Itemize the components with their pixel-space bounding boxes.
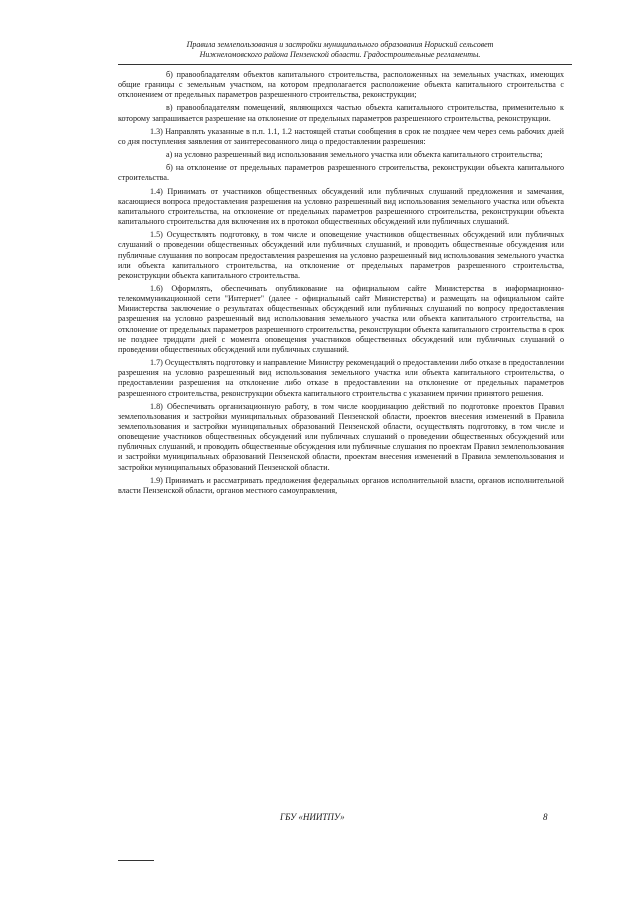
footnote-rule [118, 860, 154, 861]
paragraph: в) правообладателям помещений, являющихся частью объекта капитального строительства, применительно к которому запрашивается разрешение на отклонение от предельных параметров разрешенного строительства, реконструкции. [118, 103, 564, 123]
paragraph: б) правообладателям объектов капитального строительства, расположенных на земельных участках, имеющих общие границы с земельным участком, на котором предполагается расположение объекта капитального строительства с отклонением от предельных параметров разрешенного строительства, реконструкции; [118, 70, 564, 100]
header-line-2: Нижнеломовского района Пензенской области. Градостроительные регламенты. [199, 50, 481, 59]
paragraph: 1.7) Осуществлять подготовку и направление Министру рекомендаций о предоставлении либо отказе в предоставлении разрешения на условно разрешенный вид использования земельного участка или объекта капитального строительства, о предоставлении разрешения на отклонение либо отказе в предоставлении на отклонение от предельных параметров разрешенного строительства, реконструкции объекта капитального строительства с указанием причин принятого решения. [118, 358, 564, 398]
paragraph: 1.8) Обеспечивать организационную работу, в том числе координацию действий по подготовке проектов Правил землепользования и застройки муниципальных образований Пензенской области, проектов внесения изменений в Правила землепользования и застройки муниципальных образований Пензенской области, осуществлять подготовку, в том числе и оповещение участников общественных обсуждений или публичных слушаний о проведении общественных обсуждений или публичных слушаний, и проводить общественные обсуждения или публичные слушания по проектам Правил землепользования и застройки муниципальных образований Пензенской области, проектам внесения изменений в Правила землепользования и застройки муниципальных образований Пензенской области. [118, 401, 564, 472]
running-header [150, 40, 530, 60]
header-rule [118, 64, 572, 65]
paragraph: 1.4) Принимать от участников общественных обсуждений или публичных слушаний предложения и замечания, касающиеся вопроса предоставления разрешения на условно разрешенный вид использования земельного участка или объекта капитального строительства, на отклонение от предельных параметров разрешенного строительства, реконструкции объекта капитального строительства для включения их в протокол общественных обсуждений или публичных слушаний. [118, 186, 564, 227]
paragraph: 1.6) Оформлять, обеспечивать опубликование на официальном сайте Министерства в информационно-телекоммуникационной сети "Интернет" (далее - официальный сайт Министерства) и размещать на официальном сайте Министерства заключение о результатах общественных обсуждений или публичных слушаний по вопросу предоставления разрешения на условно разрешенный вид использования земельного участка или объекта капитального строительства, на отклонение от предельных параметров разрешенного строительства, реконструкции объекта капитального строительства в срок не позднее тридцати дней с момента оповещения участников общественных обсуждений или публичных слушаний о проведении общественных обсуждений или публичных слушаний. [118, 283, 564, 354]
paragraph: 1.5) Осуществлять подготовку, в том числе и оповещение участников общественных обсуждений или публичных слушаний о проведении общественных обсуждений или публичных слушаний, и проводить общественные обсуждения или публичные слушания по вопросам предоставления разрешения на условно разрешенный вид использования земельного участка или объекта капитального строительства, на отклонение от предельных параметров разрешенного строительства, реконструкции объекта капитального строительства. [118, 230, 564, 280]
header-line-1: Правила землепользования и застройки муниципального образования Нориский сельсовет [186, 40, 494, 49]
paragraph: 1.3) Направлять указанные в п.п. 1.1, 1.2 настоящей статьи сообщения в срок не позднее чем через семь рабочих дней со дня поступления заявления от заинтересованного лица о предоставлении разрешения: [118, 126, 564, 146]
document-body [118, 70, 564, 499]
paragraph: б) на отклонение от предельных параметров разрешенного строительства, реконструкции объекта капитального строительства. [118, 163, 564, 183]
footer-organization: ГБУ «НИИТПУ» [280, 812, 345, 822]
paragraph: а) на условно разрешенный вид использования земельного участка или объекта капитального строительства; [166, 150, 543, 160]
paragraph: 1.9) Принимать и рассматривать предложения федеральных органов исполнительной власти, органов исполнительной власти Пензенской области, органов местного самоуправления, [118, 475, 564, 495]
page-number: 8 [543, 812, 548, 822]
